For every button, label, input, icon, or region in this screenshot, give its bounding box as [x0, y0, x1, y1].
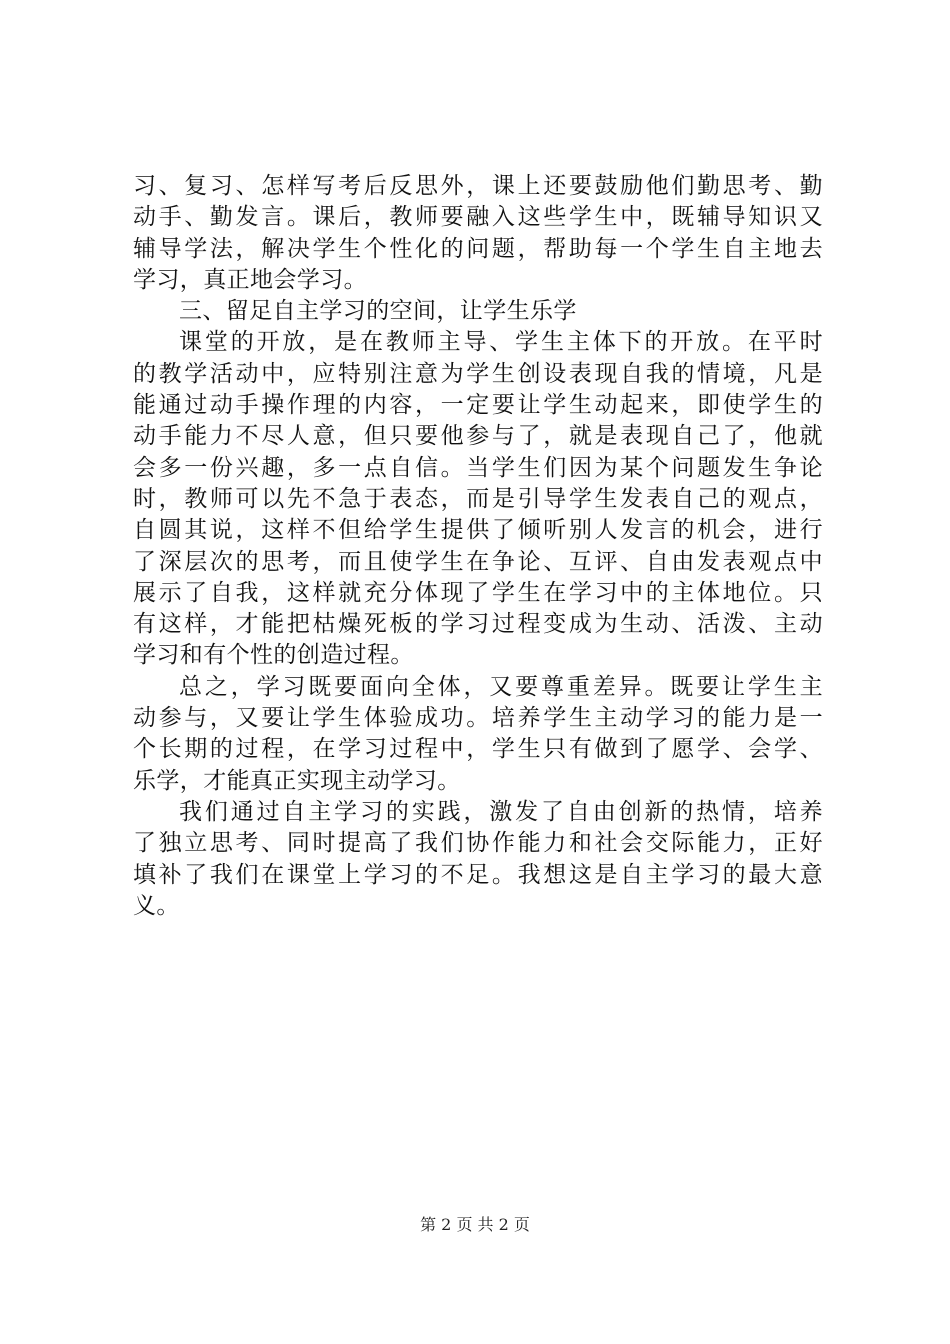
text-line: 动手、勤发言。课后，教师要融入这些学生中，既辅导知识又 [133, 204, 823, 231]
text-line: 了深层次的思考，而且使学生在争论、互评、自由发表观点中 [133, 548, 823, 575]
text-line: 有这样，才能把枯燥死板的学习过程变成为生动、活泼、主动 [133, 611, 823, 638]
text-line: 填补了我们在课堂上学习的不足。我想这是自主学习的最大意 [133, 861, 823, 888]
document-body [133, 171, 823, 922]
text-line: 动手能力不尽人意，但只要他参与了，就是表现自己了，他就 [133, 423, 823, 450]
text-line: 辅导学法，解决学生个性化的问题，帮助每一个学生自主地去 [133, 235, 823, 262]
text-line: 自圆其说，这样不但给学生提供了倾听别人发言的机会，进行 [133, 517, 823, 544]
text-line: 乐学，才能真正实现主动学习。 [133, 767, 461, 794]
section-heading: 三、留足自主学习的空间，让学生乐学 [179, 298, 577, 325]
text-line: 义。 [133, 892, 180, 919]
text-line: 动参与，又要让学生体验成功。培养学生主动学习的能力是一 [133, 705, 823, 732]
text-line: 学习和有个性的创造过程。 [133, 642, 414, 669]
text-line: 的教学活动中，应特别注意为学生创设表现自我的情境，凡是 [133, 360, 823, 387]
text-line: 习、复习、怎样写考后反思外，课上还要鼓励他们勤思考、勤 [133, 173, 823, 199]
text-line: 课堂的开放，是在教师主导、学生主体下的开放。在平时 [179, 329, 823, 356]
text-line: 个长期的过程，在学习过程中，学生只有做到了愿学、会学、 [133, 736, 823, 763]
page-footer: 第 2 页 共 2 页 [420, 1215, 530, 1234]
text-line: 时，教师可以先不急于表态，而是引导学生发表自己的观点， [133, 485, 823, 512]
text-line: 会多一份兴趣，多一点自信。当学生们因为某个问题发生争论 [133, 454, 823, 481]
text-line: 展示了自我，这样就充分体现了学生在学习中的主体地位。只 [133, 579, 823, 606]
text-line: 了独立思考、同时提高了我们协作能力和社会交际能力，正好 [133, 830, 823, 857]
text-line: 我们通过自主学习的实践，激发了自由创新的热情，培养 [179, 798, 823, 825]
text-line: 学习，真正地会学习。 [133, 266, 367, 293]
text-line: 能通过动手操作理的内容，一定要让学生动起来，即使学生的 [133, 392, 823, 419]
text-line: 总之，学习既要面向全体，又要尊重差异。既要让学生主 [179, 673, 823, 700]
